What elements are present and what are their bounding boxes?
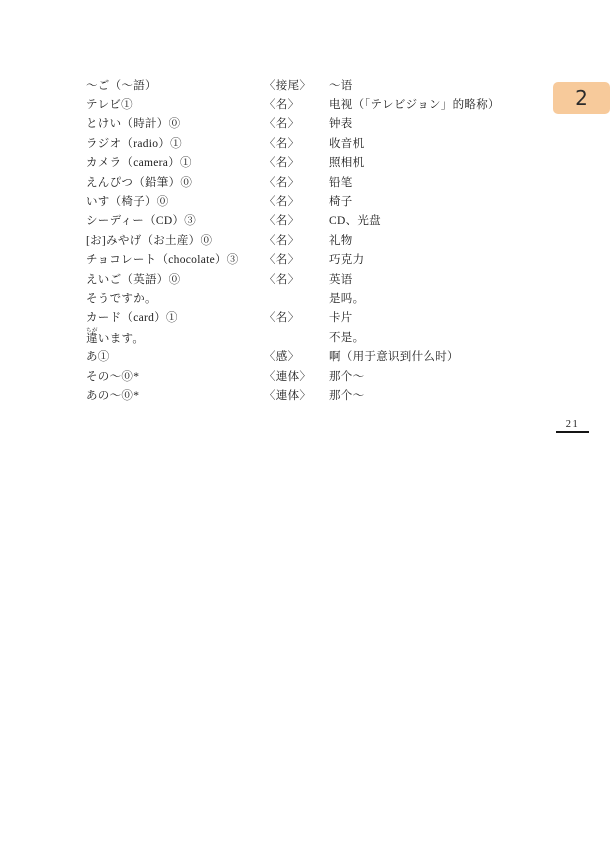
part-of-speech: 〈名〉 [264, 273, 300, 286]
term: テレビ① [86, 99, 133, 112]
part-of-speech: 〈名〉 [264, 215, 300, 228]
term: そうですか。 [86, 292, 157, 305]
part-of-speech: 〈名〉 [264, 254, 300, 267]
term: その～⓪* [86, 370, 140, 383]
unit-tab-label: 2 [575, 86, 588, 110]
term: えいご（英語）⓪ [86, 273, 181, 286]
vocab-row [86, 366, 556, 385]
meaning: 钟表 [329, 118, 353, 131]
part-of-speech: 〈名〉 [264, 118, 300, 131]
meaning: 照相机 [329, 157, 365, 170]
part-of-speech: 〈名〉 [264, 234, 300, 247]
meaning: 椅子 [329, 196, 353, 209]
term: ラジオ（radio）① [86, 137, 182, 150]
meaning: 不是。 [329, 331, 365, 344]
vocab-row [86, 250, 556, 269]
meaning: 是吗。 [329, 292, 365, 305]
part-of-speech: 〈接尾〉 [264, 79, 312, 92]
term: あの～⓪* [86, 389, 140, 402]
unit-tab [553, 82, 610, 114]
meaning: 那个～ [329, 370, 365, 383]
page-number: 21 [556, 419, 589, 433]
vocab-row [86, 385, 556, 404]
vocab-row [86, 172, 556, 191]
term: 違ちがいます。 [86, 327, 145, 345]
meaning: 收音机 [329, 137, 365, 150]
vocab-row [86, 153, 556, 172]
term: あ① [86, 351, 110, 364]
vocab-row [86, 327, 556, 346]
vocab-row [86, 211, 556, 230]
meaning: 啊（用于意识到什么时） [329, 351, 459, 364]
meaning: CD、光盘 [329, 215, 381, 228]
vocab-row [86, 230, 556, 249]
vocab-row [86, 133, 556, 152]
part-of-speech: 〈名〉 [264, 157, 300, 170]
vocab-row [86, 75, 556, 94]
term: シーディー（CD）③ [86, 215, 197, 228]
meaning: ～语 [329, 79, 353, 92]
vocab-row [86, 269, 556, 288]
meaning: 电视（「テレビジョン」的略称） [329, 99, 500, 112]
part-of-speech: 〈名〉 [264, 196, 300, 209]
term: カード（card）① [86, 312, 178, 325]
meaning: 那个～ [329, 389, 365, 402]
part-of-speech: 〈名〉 [264, 99, 300, 112]
term: チョコレート（chocolate）③ [86, 254, 239, 267]
meaning: 英语 [329, 273, 353, 286]
term: えんぴつ（鉛筆）⓪ [86, 176, 193, 189]
vocab-row [86, 94, 556, 113]
term: いす（椅子）⓪ [86, 196, 169, 209]
meaning: 卡片 [329, 312, 353, 325]
vocab-list [86, 75, 556, 405]
part-of-speech: 〈名〉 [264, 176, 300, 189]
meaning: 礼物 [329, 234, 353, 247]
vocab-row [86, 288, 556, 307]
part-of-speech: 〈感〉 [264, 351, 300, 364]
term: [お]みやげ（お土産）⓪ [86, 234, 213, 247]
vocab-row [86, 114, 556, 133]
part-of-speech: 〈名〉 [264, 312, 300, 325]
meaning: 铅笔 [329, 176, 353, 189]
meaning: 巧克力 [329, 254, 365, 267]
vocab-row [86, 308, 556, 327]
part-of-speech: 〈連体〉 [264, 389, 312, 402]
part-of-speech: 〈名〉 [264, 137, 300, 150]
vocab-row [86, 191, 556, 210]
part-of-speech: 〈連体〉 [264, 370, 312, 383]
vocab-row [86, 346, 556, 365]
term: ～ご（～語） [86, 79, 157, 92]
term: カメラ（camera）① [86, 157, 192, 170]
term: とけい（時計）⓪ [86, 118, 181, 131]
